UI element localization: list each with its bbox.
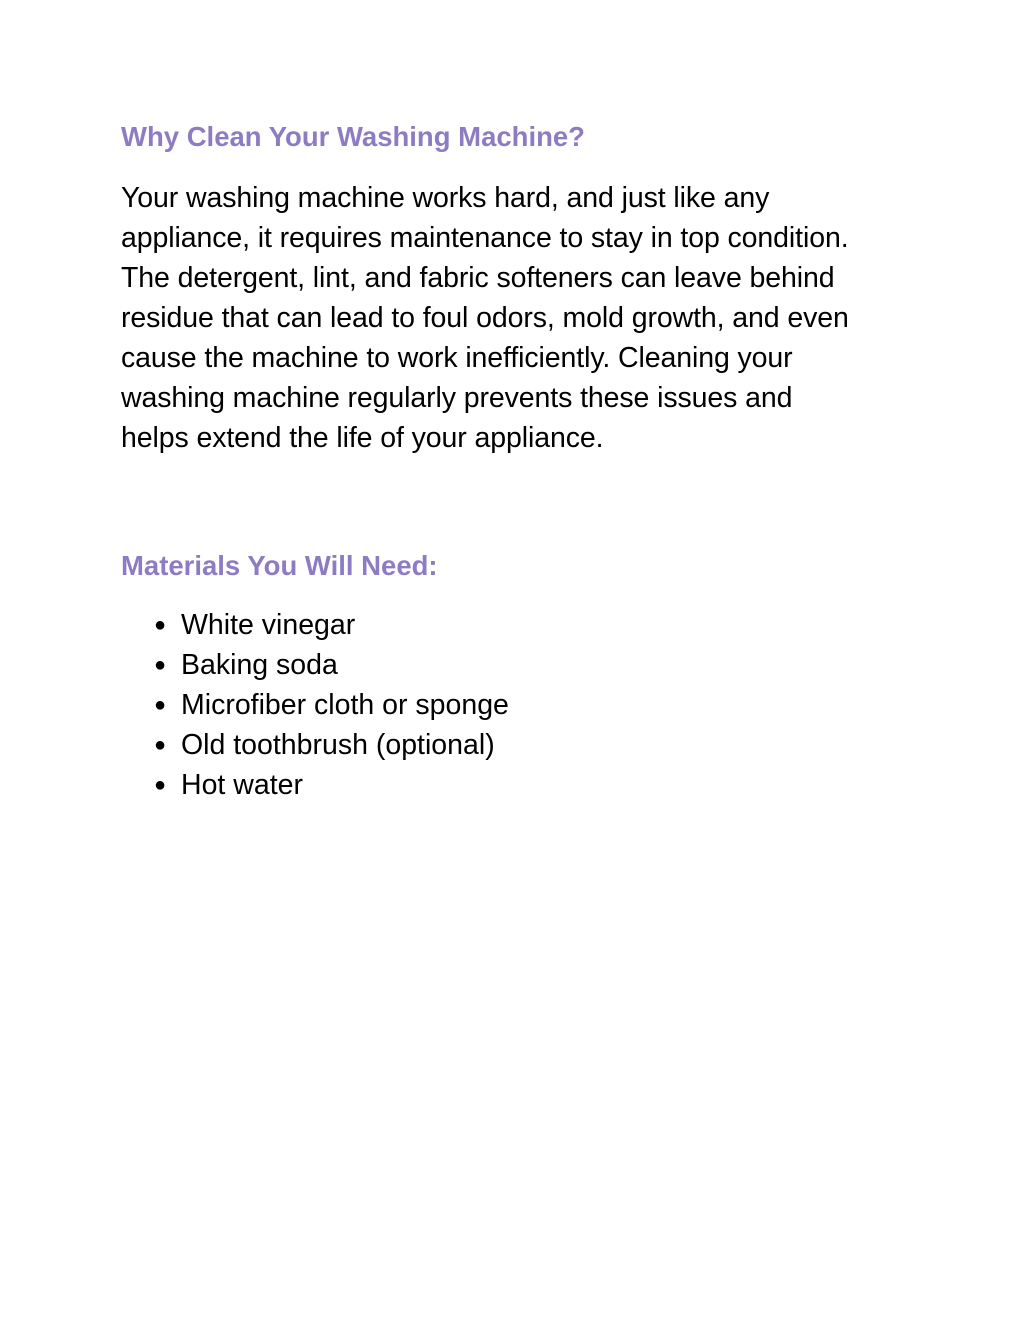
- bullet-icon: ●: [154, 654, 167, 676]
- section-heading-materials: Materials You Will Need:: [121, 550, 438, 581]
- list-item: [121, 725, 911, 765]
- list-item-label: Microfiber cloth or sponge: [181, 689, 509, 721]
- list-item-label: Hot water: [181, 769, 303, 801]
- list-item: [121, 605, 911, 645]
- list-item-label: Baking soda: [181, 649, 338, 681]
- materials-list: [121, 605, 911, 805]
- list-item: [121, 685, 911, 725]
- section-heading-why-clean: Why Clean Your Washing Machine?: [121, 121, 585, 152]
- document-page: [121, 117, 911, 805]
- bullet-icon: ●: [154, 734, 167, 756]
- paragraph-why-clean: Your washing machine works hard, and just like any appliance, it requires maintenance to stay in top condition. The detergent, lint, and fabric softeners can leave behind residue that can lead to foul odors, mold growth, and even cause the machine to work inefficiently. Cleaning your washing machine regularly prevents these issues and helps extend the life of your appliance.: [121, 182, 849, 454]
- list-item-label: White vinegar: [181, 609, 356, 641]
- list-item-label: Old toothbrush (optional): [181, 729, 495, 761]
- bullet-icon: ●: [154, 694, 167, 716]
- bullet-icon: ●: [154, 774, 167, 796]
- bullet-icon: ●: [154, 614, 167, 636]
- list-item: [121, 765, 911, 805]
- list-item: [121, 645, 911, 685]
